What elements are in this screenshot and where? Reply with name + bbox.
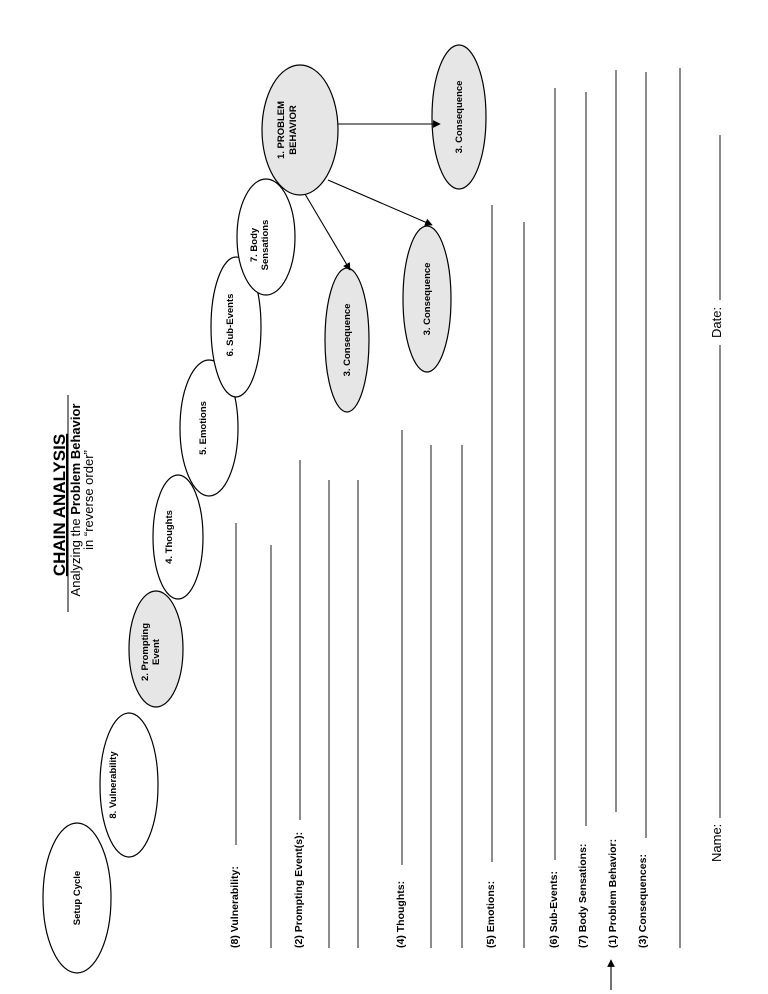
emotions-field-label: (5) Emotions:: [485, 880, 497, 948]
oval-prompting-event: [129, 591, 183, 707]
oval-consequence-3: [432, 45, 486, 189]
field-date[interactable]: [709, 135, 724, 338]
vulnerability-label: 8. Vulnerability: [108, 751, 119, 819]
field-thoughts[interactable]: [395, 430, 462, 948]
oval-consequence-1: [325, 268, 369, 412]
oval-body-sensations: [237, 179, 295, 295]
prompting-events-field-label: (2) Prompting Event(s):: [293, 831, 305, 948]
consequence-2-label: 3. Consequence: [422, 262, 433, 336]
field-body-sensations[interactable]: [577, 92, 589, 948]
thoughts-field-label: (4) Thoughts:: [395, 880, 407, 948]
field-vulnerability[interactable]: [229, 523, 271, 948]
sub-events-field-label: (6) Sub-Events:: [548, 870, 560, 948]
sub-events-label: 6. Sub-Events: [225, 293, 236, 357]
title-block: [50, 395, 96, 612]
field-emotions[interactable]: [485, 205, 524, 948]
field-sub-events[interactable]: [548, 88, 560, 948]
vulnerability-field-label: (8) Vulnerability:: [229, 866, 241, 948]
arrow-to-consequence-1: [305, 194, 350, 270]
subtitle-prefix: Analyzing the: [68, 514, 83, 597]
problem-behavior-label-2: BEHAVIOR: [288, 105, 299, 155]
date-label: Date:: [709, 306, 724, 338]
consequence-3-label: 3. Consequence: [454, 80, 465, 154]
arrow-to-consequence-2: [328, 180, 432, 225]
problem-behavior-label-1: 1. PROBLEM: [276, 100, 287, 160]
page-title: CHAIN ANALYSIS: [50, 433, 69, 577]
field-prompting-events[interactable]: [293, 460, 358, 948]
oval-problem-behavior: [262, 65, 338, 195]
chain-diagram: [43, 45, 486, 973]
body-sensations-field-label: (7) Body Sensations:: [577, 843, 589, 948]
field-consequences[interactable]: [637, 68, 680, 948]
field-problem-behavior[interactable]: [607, 70, 619, 990]
setup-cycle-label: Setup Cycle: [72, 870, 83, 926]
field-name[interactable]: [709, 345, 724, 862]
consequence-1-label: 3. Consequence: [342, 303, 353, 377]
oval-thoughts: [153, 475, 203, 599]
prompting-event-label-1: 2. Prompting: [140, 622, 151, 682]
body-sensations-label-2: Sensations: [260, 219, 271, 271]
body-sensations-label-1: 7. Body: [249, 227, 260, 263]
page-subtitle-line2: in “reverse order”: [81, 450, 96, 550]
oval-vulnerability: [100, 713, 158, 857]
thoughts-label: 4. Thoughts: [164, 510, 175, 564]
consequences-field-label: (3) Consequences:: [637, 854, 649, 948]
name-label: Name:: [709, 823, 724, 862]
subtitle-bold: Problem Behavior: [68, 403, 83, 515]
problem-behavior-field-label: (1) Problem Behavior:: [607, 838, 619, 948]
emotions-label: 5. Emotions: [198, 401, 209, 455]
oval-setup-cycle: [43, 823, 111, 973]
oval-consequence-2: [403, 226, 451, 372]
prompting-event-label-2: Event: [151, 639, 162, 665]
